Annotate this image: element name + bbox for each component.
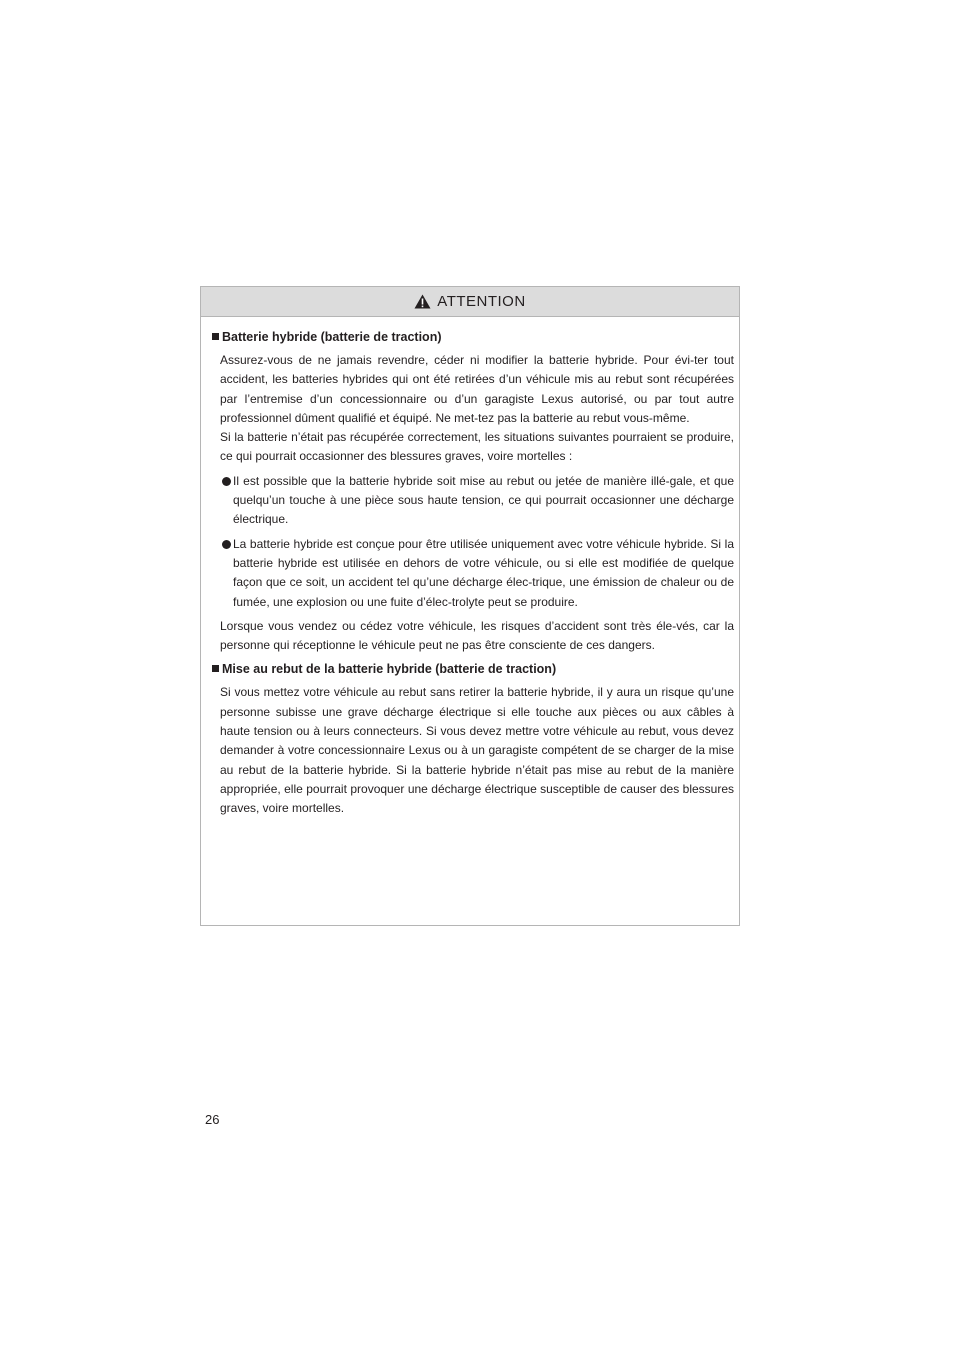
- section-heading-text: Mise au rebut de la batterie hybride (batterie de traction): [222, 662, 557, 677]
- bullet-text: Il est possible que la batterie hybride soit mise au rebut ou jetée de manière illé-gale, et que quelqu’un touche à une pièce sous haute tension, ce qui pourrait occasionner une décharge électrique.: [233, 473, 734, 527]
- section-heading-battery: [212, 328, 739, 346]
- warning-triangle-icon: [414, 294, 431, 309]
- page-number: 26: [205, 1112, 220, 1127]
- section-heading-text: Batterie hybride (batterie de traction): [222, 330, 442, 344]
- bullet-dot-icon: [222, 540, 231, 549]
- paragraph: Si la batterie n’était pas récupérée correctement, les situations suivantes pourraient se produire, ce qui pourrait occasionner des blessures graves, voire mortelles :: [220, 430, 734, 464]
- section-heading-disposal: [212, 660, 739, 678]
- paragraph: Lorsque vous vendez ou cédez votre véhicule, les risques d’accident sont très éle-vés, car la personne qui réceptionne le véhicule peut ne pas être consciente de ces dangers.: [220, 618, 734, 653]
- warning-box: [200, 286, 740, 926]
- bullet-item: [222, 535, 734, 612]
- bullet-dot-icon: [222, 477, 231, 486]
- square-bullet-icon: [212, 665, 219, 672]
- paragraph: Assurez-vous de ne jamais revendre, céder ni modifier la batterie hybride. Pour évi-ter tout accident, les batteries hybrides qui ont été retirées d’un véhicule mis au rebut sont récupérées par l’entremise d’un concessionnaire ou d’un garagiste Lexus autorisé, ou par tout autre professionnel dûment qualifié et équipé. Ne met-tez pas la batterie au rebut vous-même.: [220, 353, 734, 425]
- warning-box-header: [201, 287, 739, 317]
- square-bullet-icon: [212, 333, 219, 340]
- bullet-text: La batterie hybride est conçue pour être utilisée uniquement avec votre véhicule hybride. Si la batterie hybride est utilisée en dehors de votre véhicule, ou si elle est modifiée de quelque façon que ce soit, un accident tel qu’une décharge élec-trique, une émission de chaleur ou de fumée, une explosion ou une fuite d’élec-trolyte peut se produire.: [233, 536, 734, 609]
- bullet-item: [222, 472, 734, 530]
- warning-content: [201, 317, 739, 819]
- paragraph: Si vous mettez votre véhicule au rebut sans retirer la batterie hybride, il y aura un risque qu’une personne subisse une grave décharge électrique si elle touche aux pièces ou aux câbles à haute tension ou à leurs connecteurs. Si vous devez mettre votre véhicule au rebut, vous devez demander à votre concessionnaire Lexus ou à un garagiste compétent de se charger de la mise au rebut de la batterie hybride. Si la batterie hybride n’était pas mise au rebut de la manière appropriée, elle pourrait provoquer une décharge électrique susceptible de causer des blessures graves, voire mortelles.: [220, 685, 734, 816]
- warning-title: ATTENTION: [437, 293, 526, 310]
